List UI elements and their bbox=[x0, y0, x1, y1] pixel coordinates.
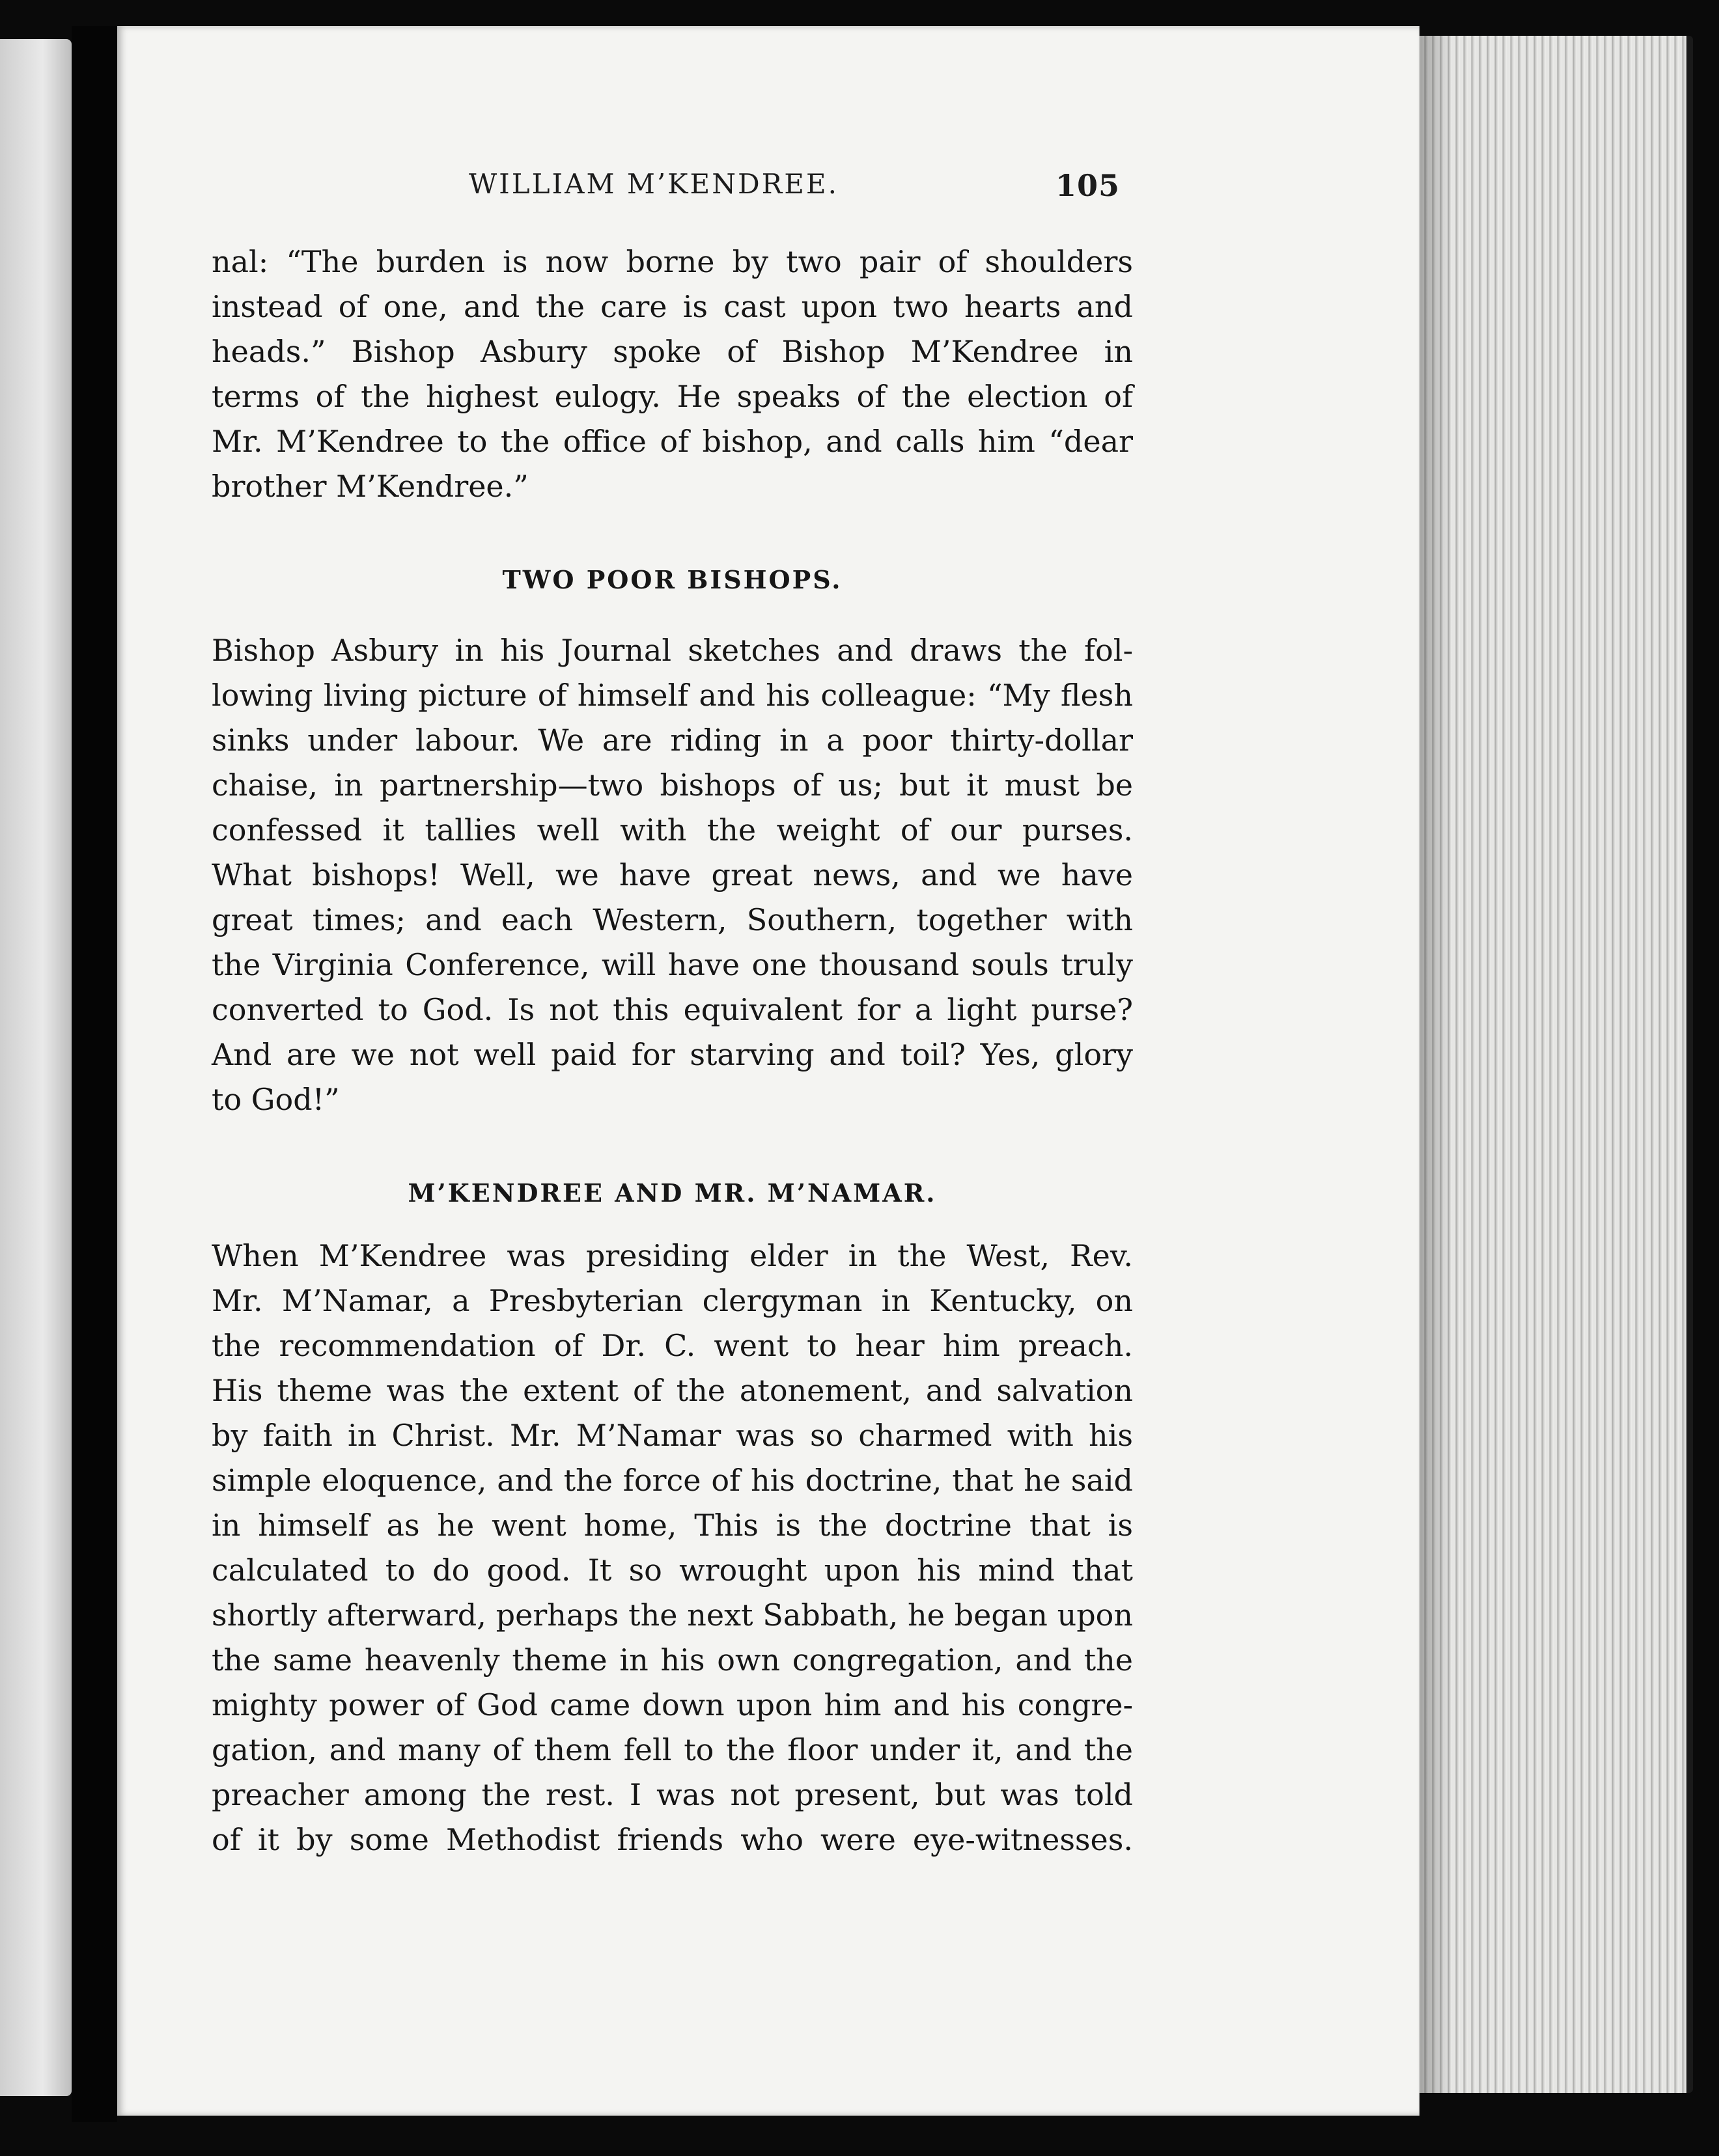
text-line: of it by some Methodist friends who were eye-witnesses. bbox=[212, 1822, 1133, 1857]
paragraph-mkendree-and-mnamar bbox=[212, 1234, 1133, 1862]
text-line: shortly afterward, perhaps the next Sabbath, he began upon bbox=[212, 1597, 1133, 1633]
text-line: the Virginia Conference, will have one thousand souls truly bbox=[212, 947, 1133, 982]
text-line: Mr. M’Namar, a Presbyterian clergyman in Kentucky, on bbox=[212, 1283, 1133, 1318]
text-line: gation, and many of them fell to the floor under it, and the bbox=[212, 1732, 1133, 1767]
text-line: to God!” bbox=[212, 1082, 340, 1117]
text-line: What bishops! Well, we have great news, and we have bbox=[212, 857, 1133, 892]
paragraph-two-poor-bishops bbox=[212, 628, 1133, 1122]
section-heading-two-poor-bishops: TWO POOR BISHOPS. bbox=[502, 565, 843, 594]
text-line: the recommendation of Dr. C. went to hear him preach. bbox=[212, 1328, 1133, 1363]
running-head-title: WILLIAM M’KENDREE. bbox=[469, 168, 839, 200]
text-line: instead of one, and the care is cast upon two hearts and bbox=[212, 289, 1133, 324]
text-line: great times; and each Western, Southern, together with bbox=[212, 902, 1133, 937]
page-number: 105 bbox=[1055, 168, 1120, 203]
text-line: preacher among the rest. I was not present, but was told bbox=[212, 1777, 1133, 1812]
running-head bbox=[469, 168, 1120, 203]
text-line: simple eloquence, and the force of his doctrine, that he said bbox=[212, 1463, 1133, 1498]
text-line: by faith in Christ. Mr. M’Namar was so charmed with his bbox=[212, 1418, 1133, 1453]
section-heading-mkendree-and-mnamar: M’KENDREE AND MR. M’NAMAR. bbox=[408, 1178, 937, 1208]
text-line: heads.” Bishop Asbury spoke of Bishop M’Kendree in bbox=[212, 334, 1133, 369]
text-line: brother M’Kendree.” bbox=[212, 469, 529, 504]
text-line: When M’Kendree was presiding elder in the West, Rev. bbox=[212, 1238, 1133, 1273]
text-line: lowing living picture of himself and his colleague: “My flesh bbox=[212, 678, 1133, 713]
text-line: His theme was the extent of the atonement, and salvation bbox=[212, 1373, 1133, 1408]
text-line: nal: “The burden is now borne by two pair of shoulders bbox=[212, 244, 1133, 279]
text-line: And are we not well paid for starving and toil? Yes, glory bbox=[212, 1037, 1133, 1072]
text-line: calculated to do good. It so wrought upon his mind that bbox=[212, 1553, 1133, 1588]
text-line: mighty power of God came down upon him and his congre- bbox=[212, 1687, 1133, 1722]
text-line: chaise, in partnership—two bishops of us; but it must be bbox=[212, 767, 1133, 803]
text-line: Mr. M’Kendree to the office of bishop, and calls him “dear bbox=[212, 424, 1133, 459]
text-line: the same heavenly theme in his own congregation, and the bbox=[212, 1642, 1133, 1678]
text-line: Bishop Asbury in his Journal sketches and draws the fol- bbox=[212, 633, 1133, 668]
stacked-page-edges bbox=[1413, 36, 1693, 2093]
facing-page-edge bbox=[0, 39, 72, 2096]
text-line: confessed it tallies well with the weight of our purses. bbox=[212, 812, 1133, 848]
paragraph-continuation bbox=[212, 240, 1133, 509]
text-line: sinks under labour. We are riding in a poor thirty-dollar bbox=[212, 723, 1133, 758]
text-line: in himself as he went home, This is the doctrine that is bbox=[212, 1508, 1133, 1543]
book-gutter bbox=[72, 26, 117, 2122]
text-line: terms of the highest eulogy. He speaks of the election of bbox=[212, 379, 1133, 414]
text-line: converted to God. Is not this equivalent for a light purse? bbox=[212, 992, 1133, 1027]
